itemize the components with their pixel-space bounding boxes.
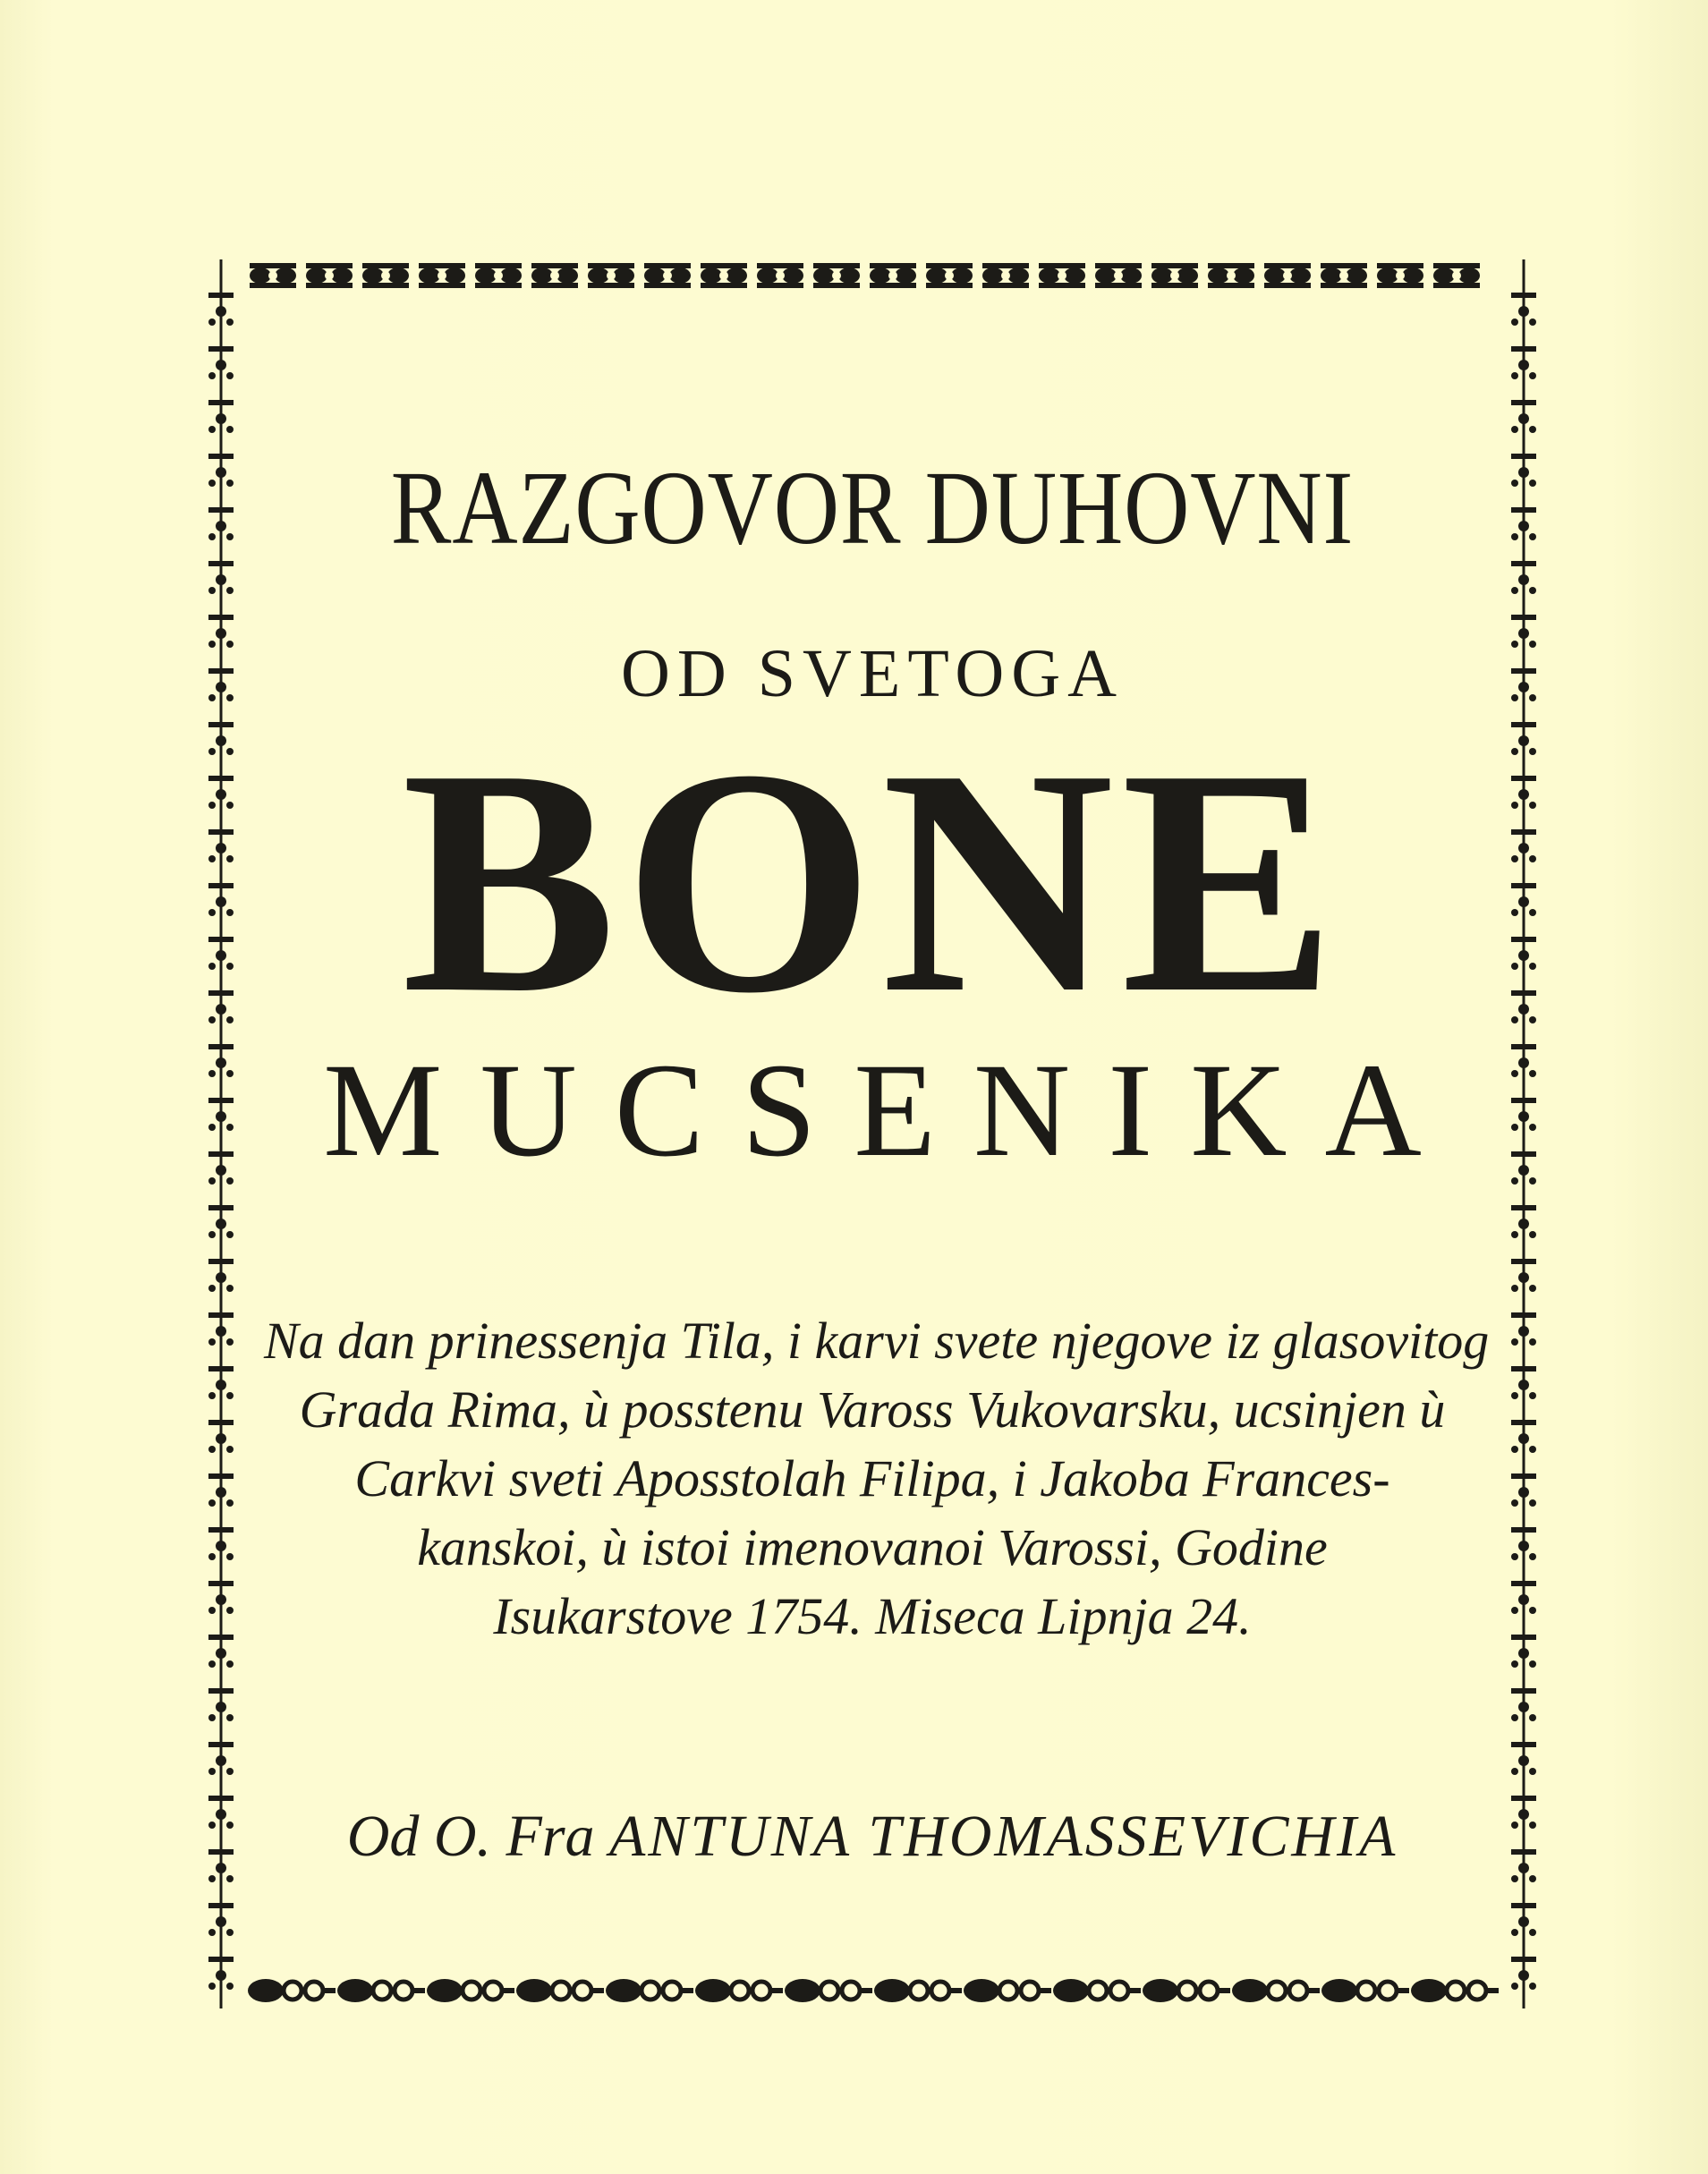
scroll-glyph <box>870 263 916 288</box>
scroll-glyph <box>1377 263 1423 288</box>
oval-chain-glyph <box>695 1979 783 2002</box>
scroll-glyph <box>1321 263 1367 288</box>
oval-chain-glyph <box>1411 1979 1499 2002</box>
scroll-glyph <box>701 263 747 288</box>
dedication-paragraph <box>264 1306 1490 1651</box>
oval-chain-glyph <box>1232 1979 1320 2002</box>
bottom-oval-chain-ornament <box>248 1979 1499 2002</box>
scroll-glyph <box>1433 263 1480 288</box>
scroll-glyph <box>982 263 1029 288</box>
scroll-glyph <box>644 263 691 288</box>
scroll-glyph <box>1151 263 1198 288</box>
author-prefix: Od O. Fra <box>346 1804 595 1869</box>
author-name: ANTUNA THOMASSEVICHIA <box>609 1804 1398 1869</box>
oval-chain-glyph <box>516 1979 604 2002</box>
scroll-glyph <box>1095 263 1142 288</box>
title-bone: BONE <box>401 702 1344 1059</box>
scroll-glyph <box>926 263 973 288</box>
oval-chain-glyph <box>427 1979 514 2002</box>
oval-chain-glyph <box>1321 1979 1409 2002</box>
dedication-line: Na dan prinessenja Tila, i karvi svete njegove iz glasovitog <box>264 1312 1490 1370</box>
dedication-line: Grada Rima, ù posstenu Vaross Vukovarsku, ucsinjen ù <box>299 1380 1446 1439</box>
dedication-line: Isukarstove 1754. Miseca Lipnja 24. <box>493 1587 1252 1645</box>
oval-chain-glyph <box>248 1979 336 2002</box>
author-line <box>201 1803 1543 1871</box>
title-razgovor-duhovni: RAZGOVOR DUHOVNI <box>390 449 1355 566</box>
scroll-glyph <box>1039 263 1085 288</box>
title-od-svetoga: OD SVETOGA <box>620 636 1125 711</box>
scroll-glyph <box>1208 263 1254 288</box>
scroll-glyph <box>588 263 634 288</box>
dedication-line: Carkvi sveti Aposstolah Filipa, i Jakoba Frances- <box>354 1449 1390 1507</box>
dedication-line: kanskoi, ù istoi imenovanoi Varossi, Godine <box>417 1518 1328 1576</box>
oval-chain-glyph <box>785 1979 872 2002</box>
scroll-glyph <box>1264 263 1311 288</box>
scroll-glyph <box>531 263 578 288</box>
oval-chain-glyph <box>1143 1979 1230 2002</box>
scroll-glyph <box>419 263 465 288</box>
scroll-glyph <box>813 263 860 288</box>
scroll-glyph <box>306 263 353 288</box>
scroll-glyph <box>475 263 522 288</box>
scroll-glyph <box>250 263 296 288</box>
top-scroll-ornament <box>250 263 1480 288</box>
oval-chain-glyph <box>964 1979 1051 2002</box>
oval-chain-glyph <box>1053 1979 1141 2002</box>
oval-chain-glyph <box>874 1979 962 2002</box>
oval-chain-glyph <box>606 1979 693 2002</box>
title-mucsenika: MUCSENIKA <box>323 1036 1459 1185</box>
oval-chain-glyph <box>337 1979 425 2002</box>
scroll-glyph <box>362 263 409 288</box>
title-page-frame <box>201 242 1543 2026</box>
scroll-glyph <box>757 263 803 288</box>
